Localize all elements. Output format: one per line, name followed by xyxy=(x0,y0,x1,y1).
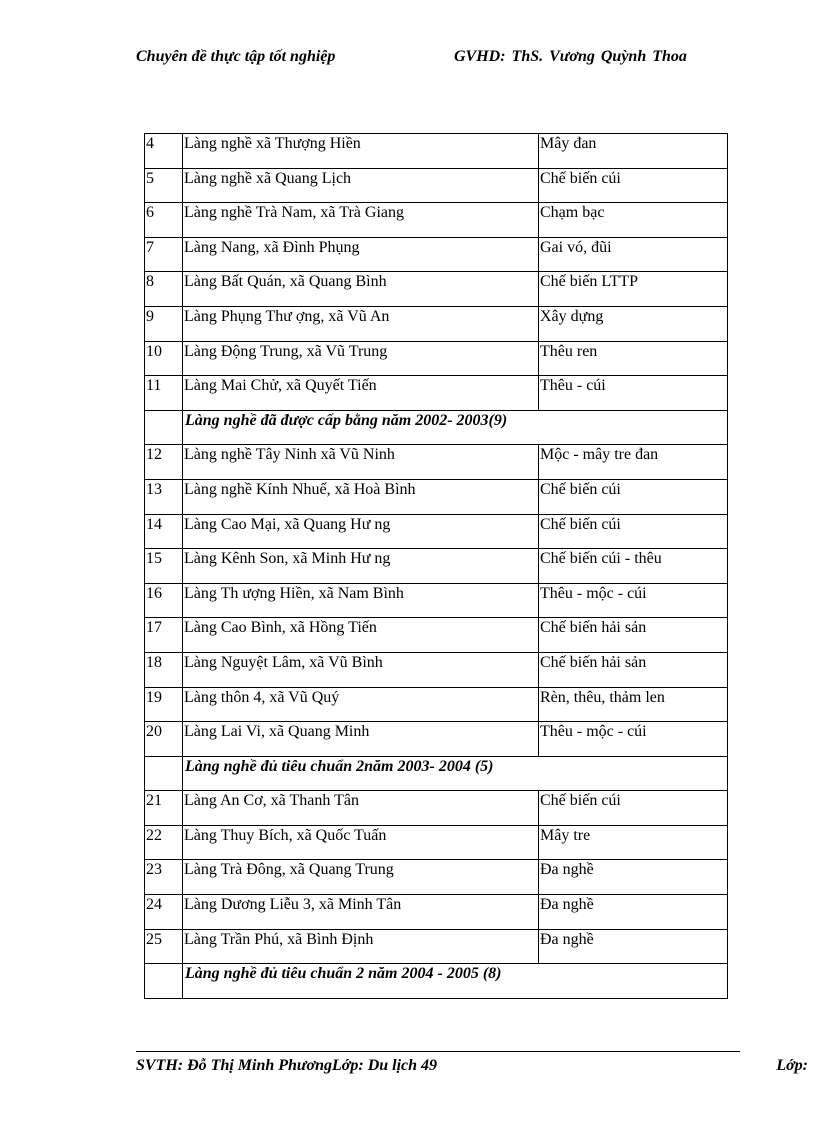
table-section-row xyxy=(145,410,728,445)
table-row xyxy=(145,652,728,687)
village-name: Làng Phụng Thư ợng, xã Vũ An xyxy=(183,306,539,341)
footer-student: SVTH: Đỗ Thị Minh PhươngLớp: Du lịch 49 xyxy=(136,1057,438,1074)
craft-type: Thêu - mộc - cúi xyxy=(539,583,728,618)
table-section-row xyxy=(145,964,728,999)
village-name: Làng Trà Đông, xã Quang Trung xyxy=(183,860,539,895)
row-number: 6 xyxy=(145,203,183,238)
table-section-row xyxy=(145,756,728,791)
table-row xyxy=(145,168,728,203)
row-number: 7 xyxy=(145,237,183,272)
craft-type: Đa nghề xyxy=(539,929,728,964)
table-body xyxy=(145,134,728,999)
craft-type: Chạm bạc xyxy=(539,203,728,238)
table-row xyxy=(145,237,728,272)
craft-type: Chế biến cúi xyxy=(539,514,728,549)
header-advisor: GVHD: ThS. Vương Quỳnh Thoa xyxy=(454,48,687,65)
village-name: Làng nghề xã Thượng Hiền xyxy=(183,134,539,169)
row-number: 18 xyxy=(145,652,183,687)
header-topic: Chuyên đề thực tập tốt nghiệp xyxy=(136,48,336,65)
row-number: 25 xyxy=(145,929,183,964)
craft-type: Đa nghề xyxy=(539,860,728,895)
village-name: Làng thôn 4, xã Vũ Quý xyxy=(183,687,539,722)
village-name: Làng Mai Chử, xã Quyết Tiến xyxy=(183,376,539,411)
village-name: Làng An Cơ, xã Thanh Tân xyxy=(183,791,539,826)
page-header xyxy=(136,48,736,72)
section-number-cell xyxy=(145,756,183,791)
row-number: 17 xyxy=(145,618,183,653)
village-name: Làng Bất Quán, xã Quang Bình xyxy=(183,272,539,307)
row-number: 19 xyxy=(145,687,183,722)
village-name: Làng nghề Kính Nhuế, xã Hoà Bình xyxy=(183,479,539,514)
table-row xyxy=(145,825,728,860)
section-title: Làng nghề đã được cấp bằng năm 2002- 2003(9) xyxy=(183,410,728,445)
table-row xyxy=(145,860,728,895)
table-row xyxy=(145,445,728,480)
row-number: 4 xyxy=(145,134,183,169)
row-number: 12 xyxy=(145,445,183,480)
table-row xyxy=(145,929,728,964)
row-number: 8 xyxy=(145,272,183,307)
table-row xyxy=(145,791,728,826)
table-row xyxy=(145,479,728,514)
table-row xyxy=(145,272,728,307)
craft-type: Chế biến cúi xyxy=(539,479,728,514)
section-title: Làng nghề đủ tiêu chuẩn 2 năm 2004 - 2005 (8) xyxy=(183,964,728,999)
village-name: Làng Trần Phú, xã Bình Định xyxy=(183,929,539,964)
village-name: Làng nghề xã Quang Lịch xyxy=(183,168,539,203)
footer-class: Lớp: xyxy=(776,1057,808,1074)
craft-type: Thêu - mộc - cúi xyxy=(539,722,728,757)
footer-divider xyxy=(136,1051,740,1052)
craft-type: Chế biến cúi xyxy=(539,168,728,203)
village-name: Làng Động Trung, xã Vũ Trung xyxy=(183,341,539,376)
table-row xyxy=(145,687,728,722)
row-number: 9 xyxy=(145,306,183,341)
village-name: Làng Nguyệt Lâm, xã Vũ Bình xyxy=(183,652,539,687)
village-name: Làng Thuy Bích, xã Quốc Tuấn xyxy=(183,825,539,860)
village-name: Làng Kênh Son, xã Minh Hư ng xyxy=(183,549,539,584)
table-row xyxy=(145,134,728,169)
table-row xyxy=(145,618,728,653)
table-row xyxy=(145,203,728,238)
village-name: Làng Cao Mại, xã Quang Hư ng xyxy=(183,514,539,549)
page-footer xyxy=(136,1057,812,1079)
craft-type: Gai vó, đũi xyxy=(539,237,728,272)
table-row xyxy=(145,341,728,376)
row-number: 22 xyxy=(145,825,183,860)
craft-type: Mây tre xyxy=(539,825,728,860)
section-title: Làng nghề đủ tiêu chuẩn 2năm 2003- 2004 (5) xyxy=(183,756,728,791)
row-number: 15 xyxy=(145,549,183,584)
craft-type: Chế biến hải sản xyxy=(539,652,728,687)
village-name: Làng Cao Bình, xã Hồng Tiến xyxy=(183,618,539,653)
village-name: Làng Nang, xã Đình Phụng xyxy=(183,237,539,272)
row-number: 21 xyxy=(145,791,183,826)
craft-type: Chế biến LTTP xyxy=(539,272,728,307)
craft-type: Đa nghề xyxy=(539,895,728,930)
row-number: 11 xyxy=(145,376,183,411)
section-number-cell xyxy=(145,410,183,445)
row-number: 23 xyxy=(145,860,183,895)
village-name: Làng Dương Liễu 3, xã Minh Tân xyxy=(183,895,539,930)
craft-type: Rèn, thêu, thảm len xyxy=(539,687,728,722)
row-number: 10 xyxy=(145,341,183,376)
craft-type: Xây dựng xyxy=(539,306,728,341)
row-number: 16 xyxy=(145,583,183,618)
village-name: Làng nghề Trà Nam, xã Trà Giang xyxy=(183,203,539,238)
table-row xyxy=(145,306,728,341)
row-number: 24 xyxy=(145,895,183,930)
table-row xyxy=(145,549,728,584)
row-number: 5 xyxy=(145,168,183,203)
craft-type: Chế biến cúi xyxy=(539,791,728,826)
craft-type: Chế biến cúi - thêu xyxy=(539,549,728,584)
row-number: 13 xyxy=(145,479,183,514)
table-row xyxy=(145,722,728,757)
row-number: 20 xyxy=(145,722,183,757)
table-row xyxy=(145,895,728,930)
row-number: 14 xyxy=(145,514,183,549)
table-row xyxy=(145,514,728,549)
craft-type: Mộc - mây tre đan xyxy=(539,445,728,480)
section-number-cell xyxy=(145,964,183,999)
craft-village-table xyxy=(144,133,728,999)
village-name: Làng nghề Tây Ninh xã Vũ Ninh xyxy=(183,445,539,480)
craft-type: Thêu - cúi xyxy=(539,376,728,411)
craft-type: Thêu ren xyxy=(539,341,728,376)
table-row xyxy=(145,376,728,411)
craft-type: Chế biến hải sản xyxy=(539,618,728,653)
village-name: Làng Lai Vi, xã Quang Minh xyxy=(183,722,539,757)
village-name: Làng Th ượng Hiền, xã Nam Bình xyxy=(183,583,539,618)
table-row xyxy=(145,583,728,618)
craft-type: Mây đan xyxy=(539,134,728,169)
